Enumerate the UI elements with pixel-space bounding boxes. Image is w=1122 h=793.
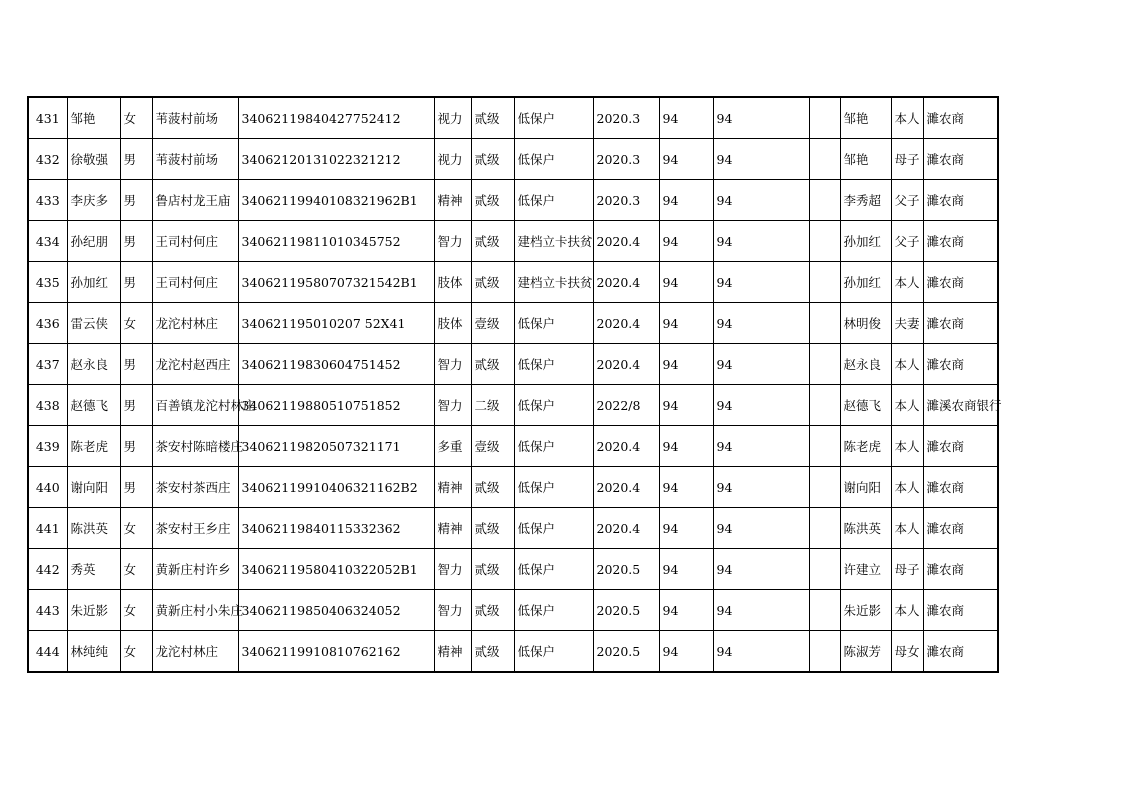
bank-cell: 濉农商 (923, 221, 998, 262)
empty-cell (809, 426, 840, 467)
relation-cell: 母子 (891, 549, 923, 590)
disability-level-cell: 贰级 (471, 221, 514, 262)
name-cell: 秀英 (67, 549, 120, 590)
account-holder-cell: 林明俊 (840, 303, 891, 344)
disability-type-cell: 肢体 (434, 303, 471, 344)
start-date-cell: 2020.5 (593, 631, 659, 673)
amount-total-cell: 94 (713, 221, 809, 262)
address-cell: 苇菠村前场 (152, 139, 238, 180)
start-date-cell: 2020.3 (593, 180, 659, 221)
household-category-cell: 低保户 (514, 97, 593, 139)
row-number-cell: 443 (28, 590, 67, 631)
row-number-cell: 437 (28, 344, 67, 385)
amount-cell: 94 (659, 344, 713, 385)
empty-cell (809, 631, 840, 673)
disability-level-cell: 贰级 (471, 508, 514, 549)
id-number-cell: 34062119811010345752 (238, 221, 434, 262)
amount-cell: 94 (659, 180, 713, 221)
amount-cell: 94 (659, 221, 713, 262)
name-cell: 赵德飞 (67, 385, 120, 426)
row-number-cell: 431 (28, 97, 67, 139)
amount-cell: 94 (659, 385, 713, 426)
empty-cell (809, 303, 840, 344)
disability-type-cell: 多重 (434, 426, 471, 467)
name-cell: 赵永良 (67, 344, 120, 385)
sex-cell: 男 (120, 262, 152, 303)
amount-cell: 94 (659, 426, 713, 467)
relation-cell: 本人 (891, 262, 923, 303)
household-category-cell: 低保户 (514, 467, 593, 508)
id-number-cell: 34062119850406324052 (238, 590, 434, 631)
row-number-cell: 433 (28, 180, 67, 221)
amount-total-cell: 94 (713, 180, 809, 221)
account-holder-cell: 邹艳 (840, 139, 891, 180)
row-number-cell: 435 (28, 262, 67, 303)
household-category-cell: 低保户 (514, 508, 593, 549)
start-date-cell: 2020.3 (593, 97, 659, 139)
address-cell: 龙沱村林庄 (152, 303, 238, 344)
empty-cell (809, 385, 840, 426)
disability-type-cell: 智力 (434, 590, 471, 631)
amount-cell: 94 (659, 508, 713, 549)
id-number-cell: 34062119840115332362 (238, 508, 434, 549)
disability-level-cell: 壹级 (471, 426, 514, 467)
bank-cell: 濉农商 (923, 590, 998, 631)
relation-cell: 父子 (891, 180, 923, 221)
account-holder-cell: 许建立 (840, 549, 891, 590)
address-cell: 黄新庄村小朱庄 (152, 590, 238, 631)
empty-cell (809, 180, 840, 221)
address-cell: 黄新庄村许乡 (152, 549, 238, 590)
household-category-cell: 低保户 (514, 590, 593, 631)
amount-cell: 94 (659, 549, 713, 590)
relation-cell: 本人 (891, 385, 923, 426)
row-number-cell: 432 (28, 139, 67, 180)
amount-cell: 94 (659, 631, 713, 673)
household-category-cell: 低保户 (514, 385, 593, 426)
household-category-cell: 低保户 (514, 344, 593, 385)
sex-cell: 女 (120, 97, 152, 139)
id-number-cell: 340621195010207 52X41 (238, 303, 434, 344)
amount-cell: 94 (659, 590, 713, 631)
amount-cell: 94 (659, 262, 713, 303)
account-holder-cell: 谢向阳 (840, 467, 891, 508)
amount-total-cell: 94 (713, 590, 809, 631)
table-row (28, 508, 998, 549)
sex-cell: 男 (120, 467, 152, 508)
disability-level-cell: 贰级 (471, 180, 514, 221)
disability-type-cell: 精神 (434, 467, 471, 508)
sex-cell: 男 (120, 344, 152, 385)
address-cell: 百善镇龙沱村林庄 (152, 385, 238, 426)
amount-total-cell: 94 (713, 467, 809, 508)
empty-cell (809, 139, 840, 180)
name-cell: 孙加红 (67, 262, 120, 303)
start-date-cell: 2020.5 (593, 590, 659, 631)
sex-cell: 男 (120, 426, 152, 467)
name-cell: 陈洪英 (67, 508, 120, 549)
start-date-cell: 2020.4 (593, 508, 659, 549)
relation-cell: 父子 (891, 221, 923, 262)
relation-cell: 本人 (891, 97, 923, 139)
table-row (28, 631, 998, 673)
id-number-cell: 34062119580707321542B1 (238, 262, 434, 303)
row-number-cell: 436 (28, 303, 67, 344)
table-row (28, 549, 998, 590)
disability-level-cell: 贰级 (471, 631, 514, 673)
bank-cell: 濉农商 (923, 344, 998, 385)
start-date-cell: 2020.3 (593, 139, 659, 180)
relation-cell: 母子 (891, 139, 923, 180)
account-holder-cell: 陈洪英 (840, 508, 891, 549)
bank-cell: 濉农商 (923, 467, 998, 508)
start-date-cell: 2020.4 (593, 262, 659, 303)
amount-total-cell: 94 (713, 139, 809, 180)
household-category-cell: 低保户 (514, 139, 593, 180)
table-row (28, 303, 998, 344)
table-row (28, 426, 998, 467)
name-cell: 林纯纯 (67, 631, 120, 673)
id-number-cell: 34062119910406321162B2 (238, 467, 434, 508)
amount-total-cell: 94 (713, 97, 809, 139)
table-row (28, 180, 998, 221)
relation-cell: 本人 (891, 508, 923, 549)
id-number-cell: 34062119840427752412 (238, 97, 434, 139)
disability-type-cell: 精神 (434, 508, 471, 549)
table-row (28, 221, 998, 262)
relation-cell: 夫妻 (891, 303, 923, 344)
row-number-cell: 438 (28, 385, 67, 426)
disability-subsidy-table (27, 96, 1002, 673)
empty-cell (809, 344, 840, 385)
address-cell: 茶安村王乡庄 (152, 508, 238, 549)
empty-cell (809, 262, 840, 303)
bank-cell: 濉农商 (923, 139, 998, 180)
table-body (28, 97, 1002, 672)
bank-cell: 濉农商 (923, 631, 998, 673)
household-category-cell: 低保户 (514, 180, 593, 221)
account-holder-cell: 邹艳 (840, 97, 891, 139)
relation-cell: 本人 (891, 426, 923, 467)
disability-type-cell: 智力 (434, 549, 471, 590)
bank-cell: 濉农商 (923, 180, 998, 221)
row-number-cell: 441 (28, 508, 67, 549)
amount-total-cell: 94 (713, 344, 809, 385)
empty-cell (809, 97, 840, 139)
name-cell: 朱近影 (67, 590, 120, 631)
name-cell: 李庆多 (67, 180, 120, 221)
row-number-cell: 444 (28, 631, 67, 673)
bank-cell: 濉溪农商银行 (923, 385, 998, 426)
id-number-cell: 34062119910810762162 (238, 631, 434, 673)
account-holder-cell: 陈老虎 (840, 426, 891, 467)
id-number-cell: 34062119880510751852 (238, 385, 434, 426)
disability-type-cell: 精神 (434, 180, 471, 221)
sex-cell: 男 (120, 385, 152, 426)
start-date-cell: 2020.4 (593, 303, 659, 344)
table-row (28, 97, 998, 139)
sex-cell: 女 (120, 631, 152, 673)
amount-total-cell: 94 (713, 385, 809, 426)
sex-cell: 女 (120, 508, 152, 549)
start-date-cell: 2020.4 (593, 344, 659, 385)
account-holder-cell: 李秀超 (840, 180, 891, 221)
account-holder-cell: 朱近影 (840, 590, 891, 631)
account-holder-cell: 赵永良 (840, 344, 891, 385)
disability-type-cell: 视力 (434, 139, 471, 180)
disability-type-cell: 精神 (434, 631, 471, 673)
bank-cell: 濉农商 (923, 262, 998, 303)
address-cell: 王司村何庄 (152, 221, 238, 262)
table-row (28, 139, 998, 180)
row-number-cell: 442 (28, 549, 67, 590)
relation-cell: 本人 (891, 590, 923, 631)
bank-cell: 濉农商 (923, 97, 998, 139)
start-date-cell: 2020.5 (593, 549, 659, 590)
id-number-cell: 34062120131022321212 (238, 139, 434, 180)
empty-cell (809, 467, 840, 508)
address-cell: 苇菠村前场 (152, 97, 238, 139)
address-cell: 龙沱村林庄 (152, 631, 238, 673)
name-cell: 徐敬强 (67, 139, 120, 180)
sex-cell: 男 (120, 221, 152, 262)
household-category-cell: 低保户 (514, 303, 593, 344)
table-row (28, 590, 998, 631)
disability-level-cell: 贰级 (471, 467, 514, 508)
table-row (28, 385, 998, 426)
sex-cell: 女 (120, 590, 152, 631)
amount-cell: 94 (659, 467, 713, 508)
sex-cell: 女 (120, 549, 152, 590)
amount-total-cell: 94 (713, 262, 809, 303)
household-category-cell: 低保户 (514, 631, 593, 673)
disability-level-cell: 贰级 (471, 549, 514, 590)
name-cell: 陈老虎 (67, 426, 120, 467)
account-holder-cell: 陈淑芳 (840, 631, 891, 673)
sex-cell: 女 (120, 303, 152, 344)
empty-cell (809, 508, 840, 549)
disability-level-cell: 贰级 (471, 97, 514, 139)
name-cell: 孙纪朋 (67, 221, 120, 262)
household-category-cell: 建档立卡扶贫 (514, 221, 593, 262)
disability-level-cell: 二级 (471, 385, 514, 426)
disability-level-cell: 贰级 (471, 139, 514, 180)
disability-type-cell: 智力 (434, 221, 471, 262)
amount-cell: 94 (659, 139, 713, 180)
amount-total-cell: 94 (713, 303, 809, 344)
account-holder-cell: 孙加红 (840, 221, 891, 262)
address-cell: 龙沱村赵西庄 (152, 344, 238, 385)
disability-type-cell: 智力 (434, 344, 471, 385)
name-cell: 雷云侠 (67, 303, 120, 344)
disability-level-cell: 壹级 (471, 303, 514, 344)
bank-cell: 濉农商 (923, 549, 998, 590)
id-number-cell: 34062119580410322052B1 (238, 549, 434, 590)
disability-type-cell: 视力 (434, 97, 471, 139)
account-holder-cell: 赵德飞 (840, 385, 891, 426)
sex-cell: 男 (120, 139, 152, 180)
amount-cell: 94 (659, 97, 713, 139)
household-category-cell: 低保户 (514, 549, 593, 590)
empty-cell (809, 549, 840, 590)
amount-total-cell: 94 (713, 508, 809, 549)
disability-level-cell: 贰级 (471, 344, 514, 385)
start-date-cell: 2020.4 (593, 221, 659, 262)
relation-cell: 本人 (891, 344, 923, 385)
empty-cell (809, 221, 840, 262)
amount-total-cell: 94 (713, 549, 809, 590)
amount-total-cell: 94 (713, 426, 809, 467)
household-category-cell: 低保户 (514, 426, 593, 467)
account-holder-cell: 孙加红 (840, 262, 891, 303)
disability-type-cell: 肢体 (434, 262, 471, 303)
start-date-cell: 2020.4 (593, 467, 659, 508)
address-cell: 茶安村陈暗楼庄 (152, 426, 238, 467)
start-date-cell: 2022/8 (593, 385, 659, 426)
row-number-cell: 439 (28, 426, 67, 467)
relation-cell: 本人 (891, 467, 923, 508)
sex-cell: 男 (120, 180, 152, 221)
table-row (28, 344, 998, 385)
amount-cell: 94 (659, 303, 713, 344)
id-number-cell: 34062119940108321962B1 (238, 180, 434, 221)
empty-cell (809, 590, 840, 631)
bank-cell: 濉农商 (923, 508, 998, 549)
disability-type-cell: 智力 (434, 385, 471, 426)
amount-total-cell: 94 (713, 631, 809, 673)
table-row (28, 467, 998, 508)
start-date-cell: 2020.4 (593, 426, 659, 467)
address-cell: 王司村何庄 (152, 262, 238, 303)
id-number-cell: 34062119830604751452 (238, 344, 434, 385)
bank-cell: 濉农商 (923, 303, 998, 344)
disability-level-cell: 贰级 (471, 590, 514, 631)
bank-cell: 濉农商 (923, 426, 998, 467)
relation-cell: 母女 (891, 631, 923, 673)
id-number-cell: 34062119820507321171 (238, 426, 434, 467)
name-cell: 邹艳 (67, 97, 120, 139)
address-cell: 茶安村茶西庄 (152, 467, 238, 508)
address-cell: 鲁店村龙王庙 (152, 180, 238, 221)
disability-level-cell: 贰级 (471, 262, 514, 303)
row-number-cell: 440 (28, 467, 67, 508)
row-number-cell: 434 (28, 221, 67, 262)
household-category-cell: 建档立卡扶贫 (514, 262, 593, 303)
table-row (28, 262, 998, 303)
name-cell: 谢向阳 (67, 467, 120, 508)
